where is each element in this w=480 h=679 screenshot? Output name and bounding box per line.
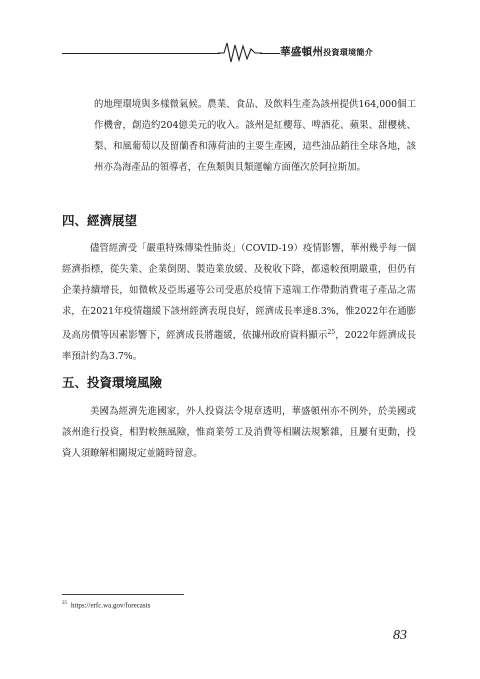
header-rule-left bbox=[62, 53, 220, 54]
footnote-number: 25 bbox=[62, 601, 67, 606]
header-rule-right bbox=[260, 53, 280, 54]
economic-outlook-paragraph bbox=[62, 238, 416, 367]
footnote bbox=[62, 601, 150, 609]
header-title-sub: 投資環境簡介 bbox=[323, 48, 374, 57]
page-number: 83 bbox=[393, 628, 407, 643]
economic-outlook-text: 儘管經濟受「嚴重特殊傳染性肺炎」（COVID-19）疫情影響，華州幾乎每一個經濟指標，從失業、企業倒閉、製造業放緩、及稅收下降，都遠較預期嚴重，但仍有企業持續增長，如微軟及亞馬遜等公司受惠於疫情下遠端工作帶動消費電子產品之需求，在2021年疫情趨緩下該州經濟表現良好，經濟成長率達8.3%，惟2022年在通膨及高房價等因素影響下，經濟成長將趨緩，依據州政府資料顯示 bbox=[62, 243, 416, 342]
investment-risk-paragraph: 美國為經濟先進國家，外人投資法令規章透明，華盛頓州亦不例外，於美國或該州進行投資，相對較無風險，惟商業勞工及消費等相關法規繁雜，且屢有更動，投資人須瞭解相關規定並隨時留意。 bbox=[62, 406, 416, 459]
header-title bbox=[280, 44, 373, 59]
header-title-main: 華盛頓州 bbox=[280, 46, 324, 58]
economic-outlook-text-end: ，2022年經濟成長率預計約為3.7%。 bbox=[62, 330, 416, 363]
continued-paragraph: 的地理環境與多樣微氣候。農業、食品、及飲料生產為該州提供164,000個工作機會，創造約204億美元的收入。該州是紅櫻莓、啤酒花、蘋果、甜櫻桃、梨、和風葡萄以及留蘭香和薄荷油的主要生產國，這些油品銷往全球各地，該州亦為海產品的領導者，在魚類與貝類運輸方面僅次於阿拉斯加。 bbox=[94, 99, 416, 173]
section-heading-investment-risk: 五、投資環境風險 bbox=[62, 375, 163, 390]
wave-icon bbox=[218, 40, 262, 64]
footnote-link[interactable]: https://erfc.wa.gov/forecasts bbox=[71, 601, 151, 610]
footnote-reference: 25 bbox=[327, 329, 336, 336]
running-header bbox=[62, 40, 426, 64]
footnote-divider bbox=[62, 594, 184, 595]
section-heading-economic-outlook: 四、經濟展望 bbox=[62, 213, 138, 228]
